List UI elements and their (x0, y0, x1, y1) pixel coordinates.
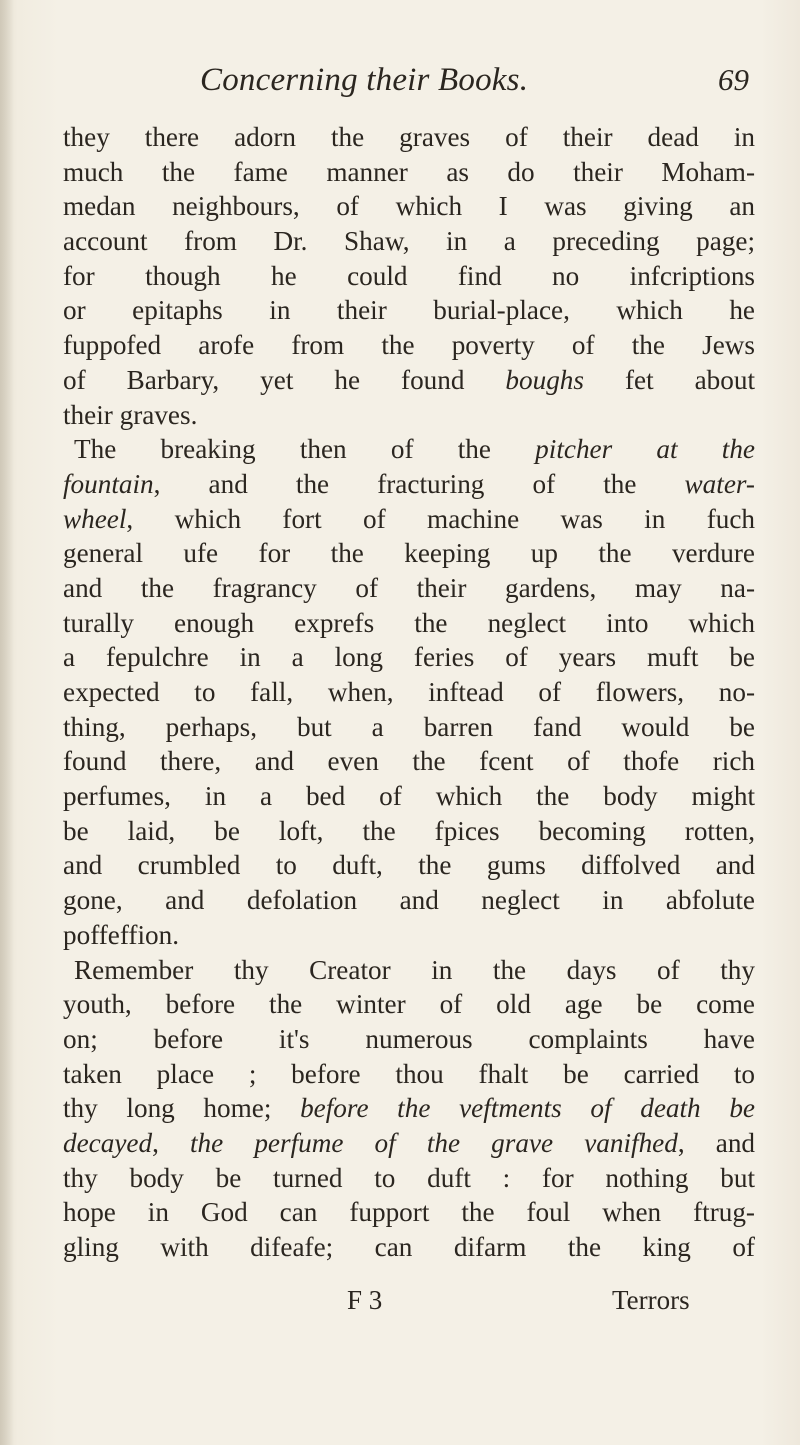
text-line: fuppofed arofe from the poverty of the Jews (63, 330, 755, 361)
text-line: thing, perhaps, but a barren fand would be (63, 711, 755, 742)
text-line: perfumes, in a bed of which the body might (63, 781, 755, 812)
text-line: youth, before the winter of old age be come (63, 989, 755, 1020)
text-line: a fepulchre in a long feries of years muft be (63, 642, 755, 673)
text-line: they there adorn the graves of their dead in (63, 122, 755, 152)
text-line: expected to fall, when, inftead of flowers, no- (63, 677, 755, 707)
page-header (0, 62, 800, 112)
text-line: found there, and even the fcent of thofe rich (63, 746, 755, 777)
text-line: for though he could find no infcriptions (63, 260, 755, 291)
text-line: The breaking then of the pitcher at the (74, 434, 755, 465)
text-line: thy body be turned to duft : for nothing but (63, 1162, 755, 1193)
text-line: thy long home; before the veftments of death be (63, 1093, 755, 1124)
text-line: gone, and defolation and neglect in abfolute (63, 885, 755, 916)
catchword: Terrors (612, 1285, 690, 1315)
text-line: hope in God can fupport the foul when ftrug- (63, 1197, 755, 1228)
text-line: and crumbled to duft, the gums diffolved and (63, 850, 755, 881)
text-line: their graves. (63, 399, 198, 430)
text-line: account from Dr. Shaw, in a preceding page; (63, 226, 755, 257)
text-line: poffeffion. (63, 919, 180, 950)
running-head: Concerning their Books. (200, 62, 529, 98)
text-line: and the fragrancy of their gardens, may na- (63, 572, 755, 603)
page-number: 69 (718, 62, 749, 97)
text-line: of Barbary, yet he found boughs fet about (63, 364, 756, 395)
text-line: general ufe for the keeping up the verdure (63, 538, 755, 569)
page-gutter-shadow (0, 0, 14, 1445)
text-line: medan neighbours, of which I was giving an (63, 191, 755, 222)
signature-mark: F 3 (347, 1285, 383, 1315)
text-line: taken place ; before thou fhalt be carried to (63, 1058, 755, 1089)
page-footer (0, 1285, 800, 1325)
text-line: on; before it's numerous complaints have (63, 1023, 755, 1054)
text-line: or epitaphs in their burial-place, which he (63, 295, 755, 326)
text-line: wheel, which fort of machine was in fuch (63, 503, 755, 534)
text-line: be laid, be loft, the fpices becoming rotten, (63, 815, 755, 846)
text-line: fountain, and the fracturing of the water- (63, 468, 755, 499)
text-line: decayed, the perfume of the grave vanifhed, and (63, 1127, 756, 1158)
text-line: Remember thy Creator in the days of thy (74, 954, 755, 985)
body-text (63, 120, 755, 1265)
text-line: gling with difeafe; can difarm the king of (63, 1232, 755, 1262)
text-line: turally enough exprefs the neglect into which (63, 607, 755, 638)
text-line: much the fame manner as do their Moham- (63, 156, 755, 187)
